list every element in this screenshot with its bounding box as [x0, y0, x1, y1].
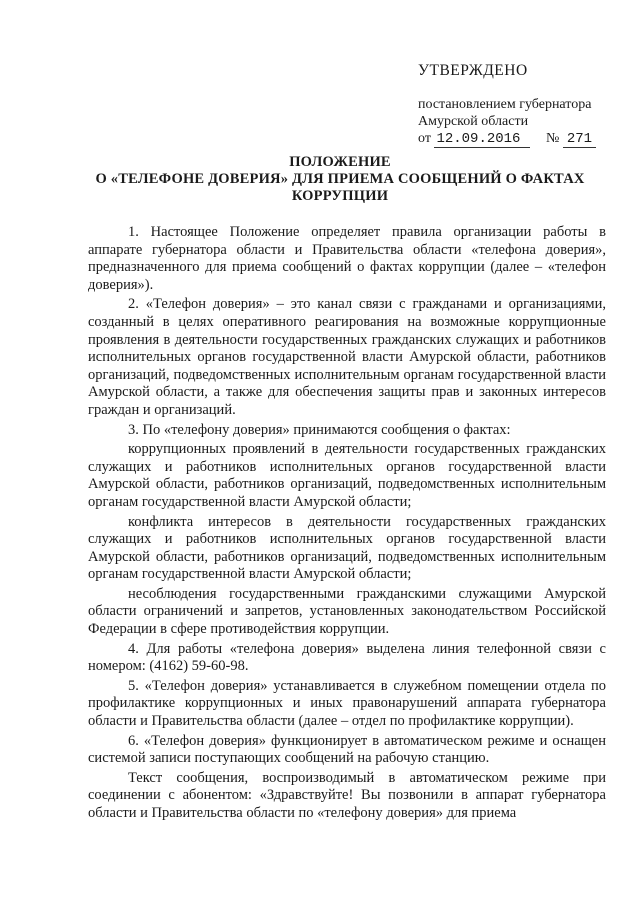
approved-heading: УТВЕРЖДЕНО — [418, 62, 528, 79]
paragraph-6-text: Текст сообщения, воспроизводимый в автоматическом режиме при соединении с абонентом: «Здравствуйте! Вы позвонили в аппарат губернатора области и Правительства области по «телефону доверия» для приема — [88, 769, 606, 821]
paragraph-2: 2. «Телефон доверия» – это канал связи с гражданами и организациями, созданный в целях оперативного реагирования на возможные коррупционные проявления в деятельности государственных гражданских служащих и работников исполнительных органов государственной власти Амурской области, работников организаций, подведомственных исполнительным органам государственной власти Амурской области, а также для обеспечения защиты прав и законных интересов граждан и организаций. — [88, 296, 606, 418]
approval-stamp — [418, 62, 628, 148]
approval-number: 271 — [563, 131, 596, 148]
paragraph-3-item-3: несоблюдения государственными гражданскими служащими Амурской области ограничений и запретов, установленных законодательством Российской Федерации в сфере противодействия коррупции. — [88, 585, 606, 638]
paragraph-1: 1. Настоящее Положение определяет правила организации работы в аппарате губернатора области и Правительства области «телефона доверия», предназначенного для приема сообщений о фактах коррупции (далее – «телефон доверия»). — [88, 224, 606, 293]
document-body — [88, 224, 606, 825]
paragraph-4: 4. Для работы «телефона доверия» выделена линия телефонной связи с номером: (4162) 59-60-98. — [88, 640, 606, 675]
document-title — [80, 154, 600, 205]
paragraph-6: 6. «Телефон доверия» функционирует в автоматическом режиме и оснащен системой записи поступающих сообщений на рабочую станцию. — [88, 732, 606, 767]
approval-line-1: постановлением губернатора — [418, 97, 592, 112]
number-prefix: № — [545, 131, 560, 146]
title-line-1: ПОЛОЖЕНИЕ — [289, 154, 391, 170]
paragraph-5: 5. «Телефон доверия» устанавливается в служебном помещении отдела по профилактике коррупционных и иных правонарушений аппарата губернатора области и Правительства области (далее – отдел по профилактике коррупции). — [88, 677, 606, 730]
title-line-2: О «ТЕЛЕФОНЕ ДОВЕРИЯ» ДЛЯ ПРИЕМА СООБЩЕНИЙ О ФАКТАХ — [95, 171, 585, 187]
paragraph-3: 3. По «телефону доверия» принимаются сообщения о фактах: — [128, 421, 511, 438]
date-prefix: от — [418, 131, 431, 146]
paragraph-3-item-1: коррупционных проявлений в деятельности государственных гражданских служащих и работников исполнительных органов государственной власти Амурской области, работников организаций, подведомственных исполнительным органам государственной власти Амурской области; — [88, 441, 606, 510]
approval-date-line — [418, 130, 628, 148]
paragraph-3-item-2: конфликта интересов в деятельности государственных гражданских служащих и работников исполнительных органов государственной власти Амурской области, работников организаций, подведомственных исполнительным органам государственной власти Амурской области; — [88, 513, 606, 583]
approval-date: 12.09.2016 — [434, 131, 530, 148]
approval-line-2: Амурской области — [418, 114, 529, 129]
title-line-3: КОРРУПЦИИ — [291, 188, 389, 204]
